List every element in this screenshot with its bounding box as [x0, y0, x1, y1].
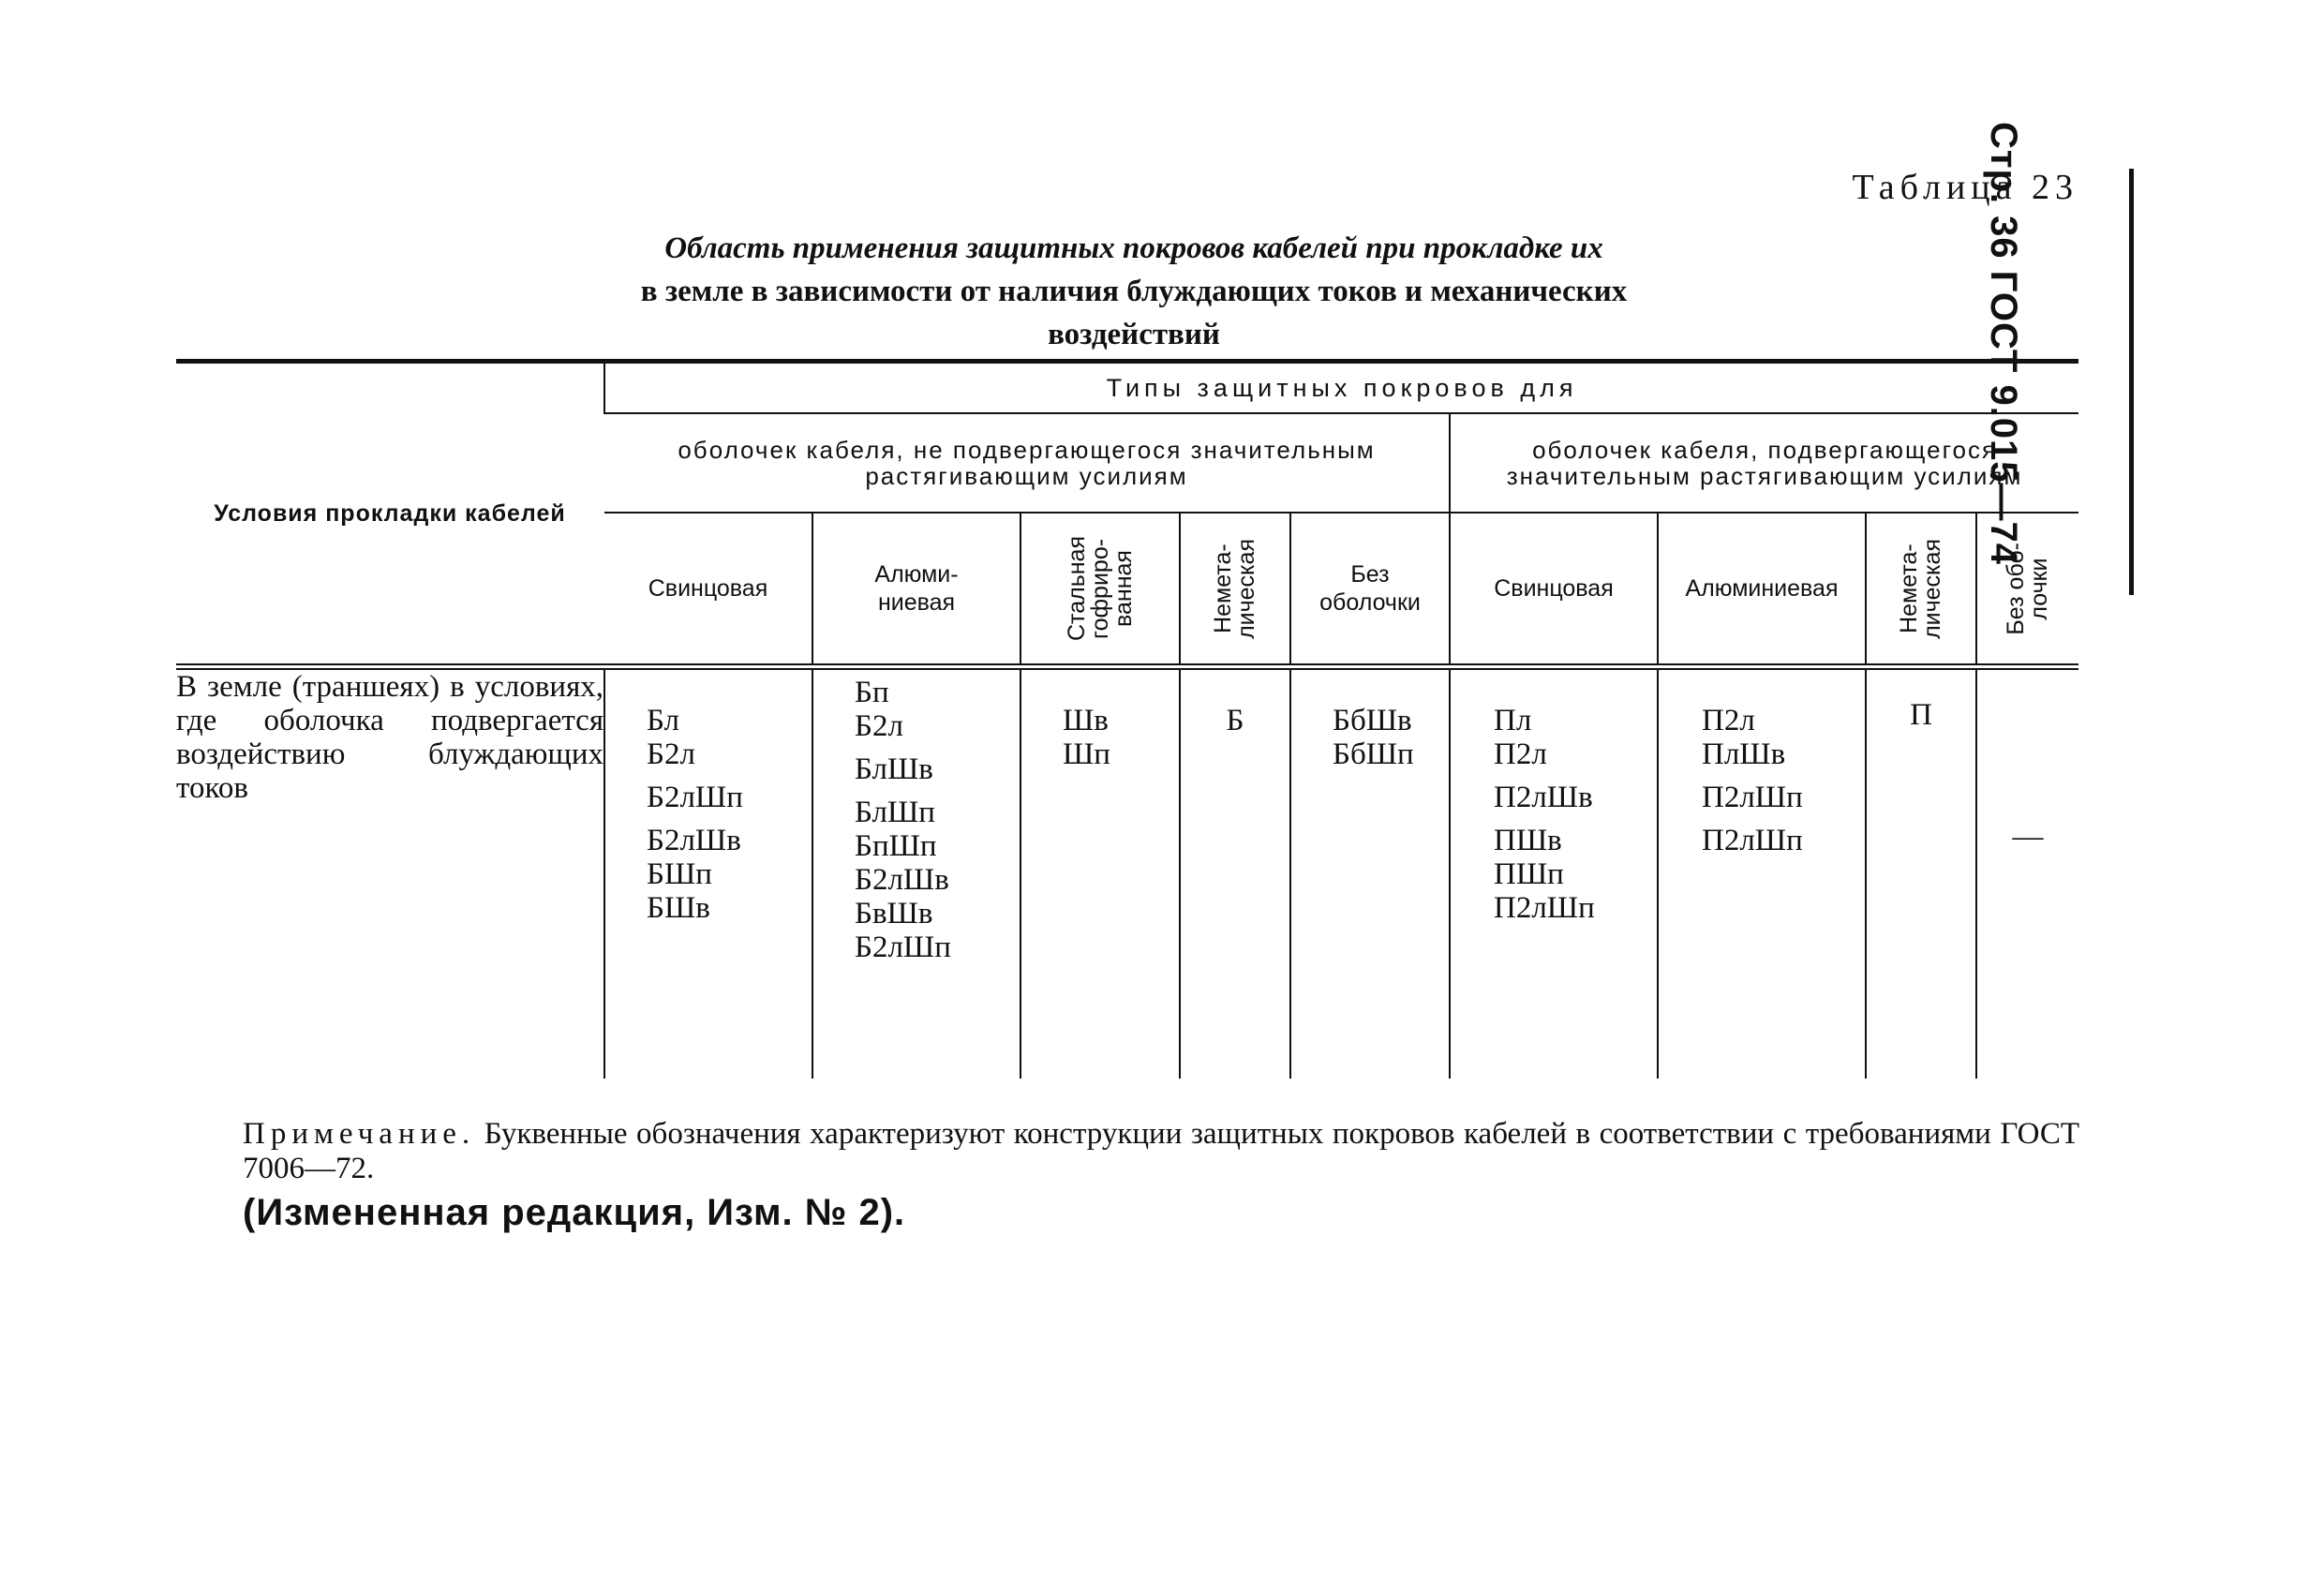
side-rule [2129, 169, 2134, 595]
group-stretched-header: оболочек кабеля, подвергающегося значительным растягивающим усилиям [1450, 413, 2078, 513]
col-header-nonmetal-1-text: Немета- лическая [1210, 538, 1259, 639]
cell-code [1494, 814, 1657, 824]
cell-code: Шп [1063, 737, 1110, 771]
col-header-nonmetal-1 [1180, 513, 1290, 667]
cell-code: ПлШв [1702, 737, 1786, 771]
cell-code [855, 786, 1020, 796]
table-number: Таблица 23 [1852, 168, 2078, 207]
cell-code: Б2лШв [855, 863, 949, 897]
condition-header: Условия прокладки кабелей [176, 362, 604, 667]
types-header: Типы защитных покровов для [604, 362, 2078, 414]
cell-code: Б2лШп [647, 781, 743, 814]
cell-code: Бл [647, 704, 679, 737]
table-title [525, 227, 1743, 356]
col-header-lead-2: Свинцовая [1450, 513, 1658, 667]
cell-code: Шв [1063, 704, 1109, 737]
cell-code [647, 771, 812, 781]
cell-code: БбШп [1333, 737, 1414, 771]
col-header-no-sheath-2 [1976, 513, 2078, 667]
cell-code [855, 743, 1020, 752]
cell-code: П2лШв [1494, 781, 1593, 814]
no-sheath-2-dash: — [2012, 820, 2044, 854]
cell-code: Б [1226, 704, 1244, 737]
cell-code: БвШв [855, 897, 933, 930]
table-note [243, 1117, 2079, 1186]
cell-code: ПШп [1494, 857, 1564, 891]
cell-code: ПШв [1494, 824, 1562, 857]
col-header-nonmetal-2-text: Немета- лическая [1896, 538, 1945, 639]
cell-code: П2лШп [1702, 824, 1803, 857]
cell-nonmetal-2 [1866, 667, 1976, 1079]
cell-code [1494, 771, 1657, 781]
cell-code: П2лШп [1494, 891, 1595, 925]
cell-code [1702, 814, 1865, 824]
cell-code: БбШв [1333, 704, 1412, 737]
cell-code [1702, 771, 1865, 781]
cell-aluminum-1 [812, 667, 1020, 1079]
col-header-steel-corrugated-text: Стальная гофриро- ванная [1063, 536, 1137, 641]
cell-code: Б2л [855, 709, 903, 743]
cell-code: П [1910, 698, 1932, 732]
cell-code: П2л [1702, 704, 1755, 737]
cell-code: БШп [647, 857, 712, 891]
cell-steel-corrugated [1020, 667, 1180, 1079]
cell-code: Бп [855, 676, 889, 709]
col-header-no-sheath-1: Без оболочки [1290, 513, 1450, 667]
cell-code [647, 814, 812, 824]
cell-code: БлШп [855, 796, 935, 829]
revision-note: (Измененная редакция, Изм. № 2). [243, 1192, 906, 1233]
cell-code: П2л [1494, 737, 1547, 771]
cell-code: П2лШп [1702, 781, 1803, 814]
note-text: Буквенные обозначения характеризуют конструкции защитных покровов кабелей в соответствии с требованиями ГОСТ 7006—72. [243, 1117, 2079, 1185]
note-label: Примечание. [243, 1117, 476, 1151]
table-title-line-2: в земле в зависимости от наличия блуждающих токов и механических [640, 275, 1628, 308]
cell-code: БлШв [855, 752, 933, 786]
condition-cell: В земле (траншеях) в условиях, где оболочка подвергается воздействию блуждающих токов [176, 670, 603, 805]
col-header-aluminum-1: Алюми- ниевая [812, 513, 1020, 667]
cell-no-sheath-1 [1290, 667, 1450, 1079]
table-title-line-3: воздействий [1048, 318, 1220, 351]
col-header-steel-corrugated [1020, 513, 1180, 667]
coverings-table [176, 359, 2078, 1079]
page-side-header: Стр. 36 ГОСТ 9.015—74 [1983, 122, 2024, 566]
cell-code: БпШп [855, 829, 937, 863]
cell-nonmetal-1 [1180, 667, 1290, 1079]
cell-no-sheath-2 [1976, 667, 2078, 1079]
table-row [176, 667, 2078, 1079]
col-header-aluminum-2: Алюминиевая [1658, 513, 1866, 667]
table-title-line-1: Область применения защитных покровов кабелей при прокладке их [664, 231, 1603, 265]
col-header-nonmetal-2 [1866, 513, 1976, 667]
cell-code: БШв [647, 891, 710, 925]
cell-code: Б2лШв [647, 824, 741, 857]
group-not-stretched-header: оболочек кабеля, не подвергающегося значительным растягивающим усилиям [604, 413, 1450, 513]
col-header-no-sheath-2-text: Без обо- лочки [2003, 542, 2053, 635]
cell-code: Пл [1494, 704, 1532, 737]
cell-lead-2 [1450, 667, 1658, 1079]
cell-code: Б2л [647, 737, 695, 771]
cell-code: Б2лШп [855, 930, 951, 964]
col-header-lead-1: Свинцовая [604, 513, 812, 667]
cell-lead-1 [604, 667, 812, 1079]
cell-aluminum-2 [1658, 667, 1866, 1079]
